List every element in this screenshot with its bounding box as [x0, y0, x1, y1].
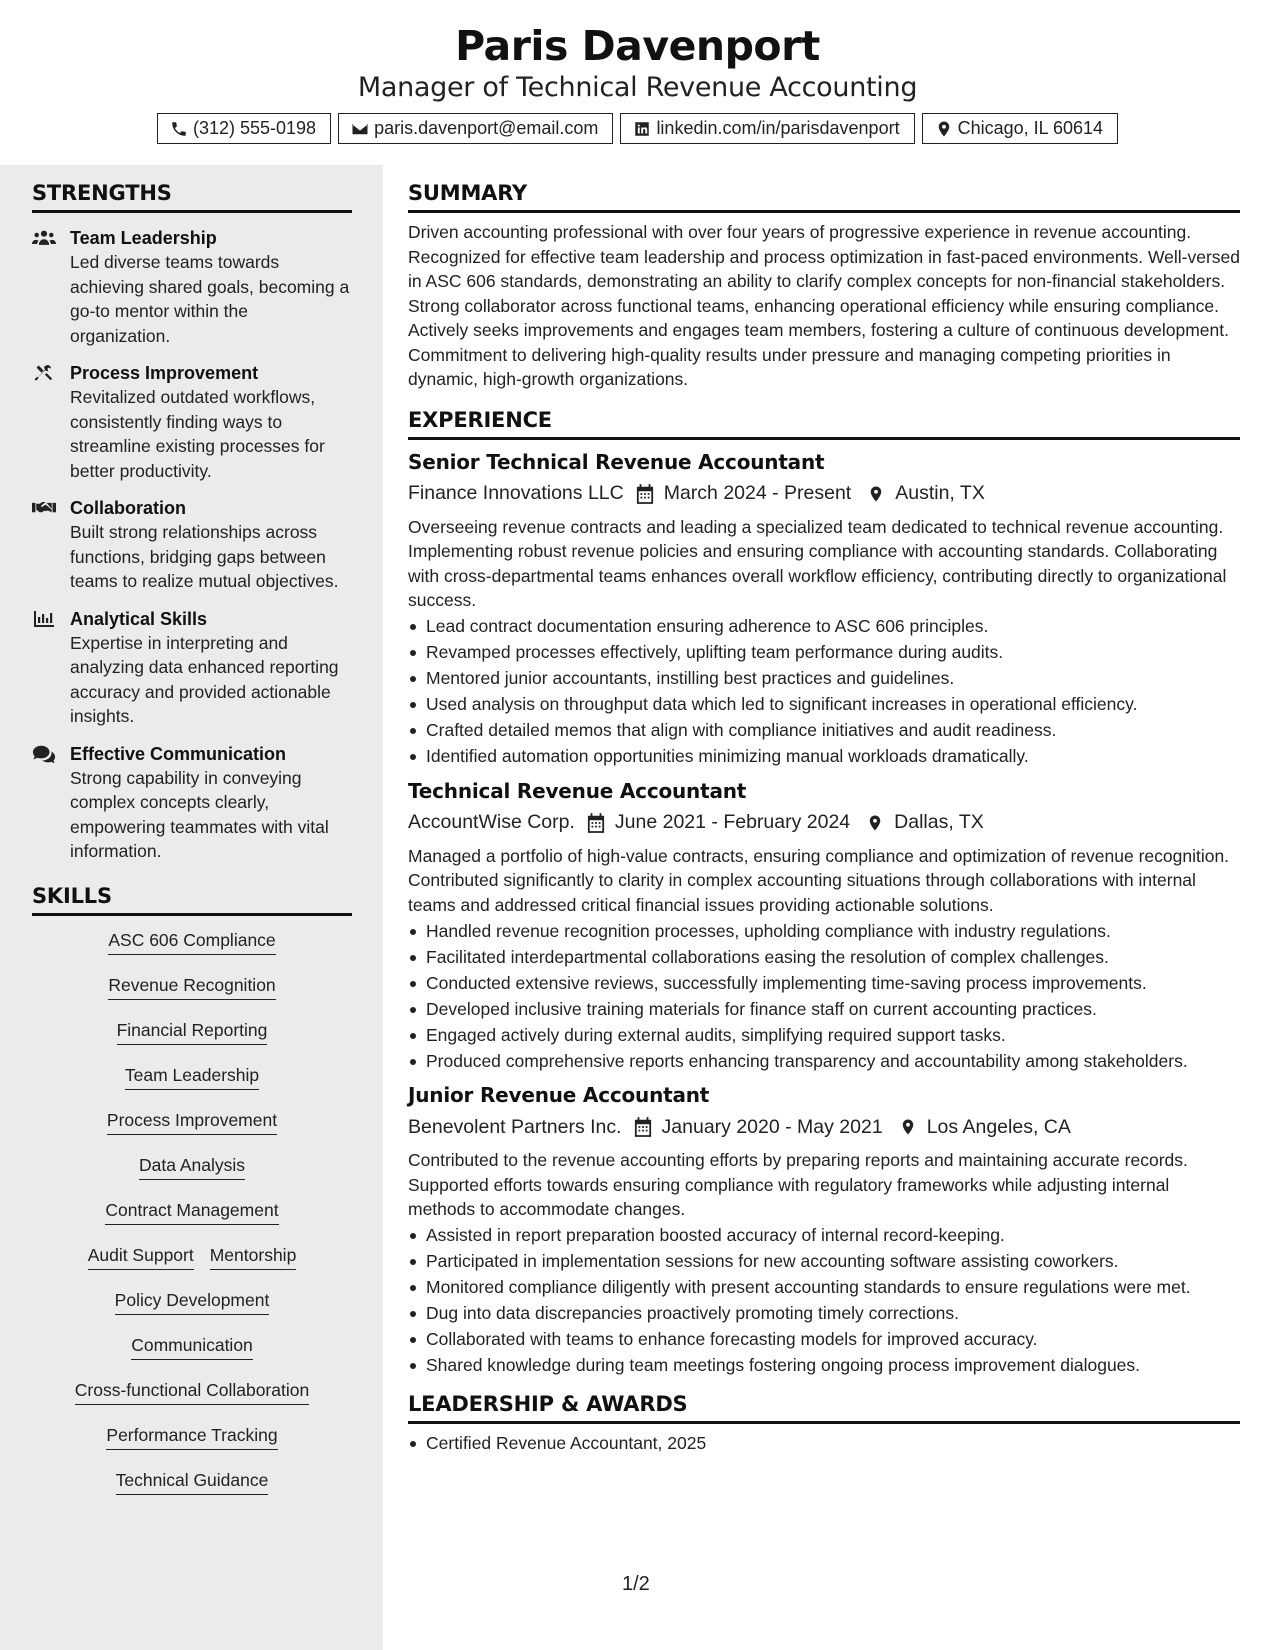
- summary-heading: SUMMARY: [408, 181, 1240, 213]
- bullet-item: Engaged actively during external audits, simplifying required support tasks.: [408, 1023, 1240, 1048]
- linkedin-icon: [633, 120, 651, 138]
- bullet-item: Crafted detailed memos that align with compliance initiatives and audit readiness.: [408, 718, 1240, 743]
- strength-desc: Led diverse teams towards achieving shared goals, becoming a go-to mentor within the organization.: [70, 252, 350, 346]
- contact-phone-text: (312) 555-0198: [192, 118, 317, 138]
- strength-item: [32, 226, 352, 348]
- candidate-title: Manager of Technical Revenue Accounting: [357, 72, 918, 103]
- resume-header: [0, 0, 1275, 165]
- job-entry: [408, 1083, 1240, 1378]
- bullet-item: Developed inclusive training materials for finance staff on current accounting practices.: [408, 997, 1240, 1022]
- strengths-heading: STRENGTHS: [32, 181, 352, 213]
- skill-tag: Communication: [131, 1331, 253, 1360]
- bullet-item: Shared knowledge during team meetings fostering ongoing process improvement dialogues.: [408, 1353, 1240, 1378]
- strength-title: Collaboration: [70, 498, 186, 518]
- job-description: Managed a portfolio of high-value contracts, ensuring compliance and optimization of revenue recognition. Contributed significantly to clarity in complex accounting situations through collaborations with internal teams and addressed critical financial issues providing actionable solutions.: [408, 845, 1230, 915]
- job-entry: [408, 779, 1240, 1074]
- bullet-item: Collaborated with teams to enhance forecasting models for improved accuracy.: [408, 1327, 1240, 1352]
- job-bullets: [408, 1223, 1240, 1378]
- skill-tag: Contract Management: [105, 1196, 278, 1225]
- experience-heading: EXPERIENCE: [408, 408, 1240, 440]
- bullet-item: Revamped processes effectively, uplifting team performance during audits.: [408, 640, 1240, 665]
- calendar-icon: [587, 813, 605, 833]
- map-pin-icon: [866, 813, 884, 833]
- job-description: Overseeing revenue contracts and leading a specialized team dedicated to technical revenue accounting. Implementing robust revenue policies and ensuring compliance with accounting standards. Collaborating with cross-departmental teams enhances overall workflow efficiency, contributing directly to organizational success.: [408, 516, 1227, 610]
- map-pin-icon: [867, 484, 885, 504]
- strength-title: Effective Communication: [70, 743, 287, 764]
- job-title: Junior Revenue Accountant: [408, 1083, 710, 1107]
- bullet-item: Assisted in report preparation boosted accuracy of internal record-keeping.: [408, 1223, 1240, 1248]
- job-location: Los Angeles, CA: [926, 1115, 1071, 1138]
- job-title: Technical Revenue Accountant: [408, 778, 747, 803]
- strength-item: [32, 361, 352, 483]
- bullet-item: Monitored compliance diligently with present accounting standards to ensure regulations were met.: [408, 1275, 1240, 1300]
- strength-item: [32, 742, 352, 864]
- skill-tag: ASC 606 Compliance: [108, 926, 275, 955]
- phone-icon: [170, 120, 188, 138]
- job-dates: January 2020 - May 2021: [661, 1115, 883, 1138]
- bullet-item: Facilitated interdepartmental collaborations easing the resolution of complex challenges.: [408, 945, 1240, 970]
- candidate-name: Paris Davenport: [455, 22, 820, 70]
- job-title: Senior Technical Revenue Accountant: [408, 449, 825, 474]
- bullet-item: Handled revenue recognition processes, upholding compliance with industry regulations.: [408, 919, 1240, 944]
- skill-tag: Technical Guidance: [116, 1466, 269, 1495]
- bullet-item: Mentored junior accountants, instilling best practices and guidelines.: [408, 666, 1240, 691]
- main-content: [408, 165, 1240, 1455]
- job-description: Contributed to the revenue accounting efforts by preparing reports and maintaining accurate records. Supported efforts towards ensuring compliance with regulatory frameworks while adjusting internal methods to accommodate changes.: [408, 1150, 1188, 1219]
- page-number: 1/2: [622, 1573, 650, 1595]
- skill-tag: Team Leadership: [125, 1061, 259, 1090]
- skill-tag: Cross-functional Collaboration: [75, 1376, 309, 1405]
- envelope-icon: [351, 120, 369, 138]
- job-meta: [408, 1114, 1240, 1140]
- strength-title: Process Improvement: [70, 363, 259, 383]
- strength-desc: Revitalized outdated workflows, consistently finding ways to streamline existing processes for better productivity.: [70, 387, 325, 481]
- job-company: AccountWise Corp.: [408, 811, 575, 833]
- contact-phone[interactable]: [157, 113, 331, 144]
- comments-icon: [32, 744, 56, 764]
- summary-text: Driven accounting professional with over four years of progressive experience in revenue accounting. Recognized for effective team leadership and process optimization in fast-paced environments. Well-versed in ASC 606 standards, demonstrating an ability to clarify complex concepts for non-financial stakeholders. Strong collaborator across functional teams, enhancing operational efficiency while ensuring compliance. Actively seeks improvements and engages team members, fostering a culture of continuous development. Commitment to delivering high-quality results under pressure and managing competing priorities in dynamic, high-growth organizations.: [408, 222, 1241, 389]
- calendar-icon: [634, 1117, 652, 1137]
- award-item: Certified Revenue Accountant, 2025: [408, 1431, 1240, 1456]
- skill-tag: Performance Tracking: [106, 1421, 277, 1450]
- handshake-icon: [32, 498, 56, 518]
- contact-linkedin[interactable]: [620, 113, 914, 144]
- awards-list: [408, 1431, 1240, 1456]
- contact-email-text: paris.davenport@email.com: [374, 118, 599, 138]
- job-meta: [408, 481, 1240, 507]
- bullet-item: Identified automation opportunities minimizing manual workloads dramatically.: [408, 744, 1240, 769]
- job-location: Austin, TX: [895, 482, 985, 504]
- awards-heading: LEADERSHIP & AWARDS: [408, 1392, 1240, 1424]
- bar-chart-icon: [32, 609, 56, 629]
- skill-tag: Audit Support: [88, 1241, 194, 1270]
- job-entry: [408, 450, 1240, 769]
- job-company: Benevolent Partners Inc.: [408, 1115, 622, 1138]
- strength-item: [32, 607, 352, 729]
- skill-tag: Data Analysis: [139, 1151, 245, 1180]
- job-meta: [408, 810, 1240, 836]
- skill-tag: Revenue Recognition: [108, 971, 275, 1000]
- strength-desc: Expertise in interpreting and analyzing data enhanced reporting accuracy and provided actionable insights.: [70, 632, 339, 726]
- bullet-item: Conducted extensive reviews, successfully implementing time-saving process improvements.: [408, 971, 1240, 996]
- strength-desc: Built strong relationships across functions, bridging gaps between teams to realize mutual objectives.: [70, 522, 339, 591]
- skill-tag: Process Improvement: [107, 1106, 277, 1135]
- strength-item: [32, 496, 352, 594]
- users-icon: [32, 228, 56, 248]
- job-location: Dallas, TX: [894, 811, 984, 833]
- contact-bar: [0, 113, 1275, 144]
- job-dates: June 2021 - February 2024: [614, 811, 851, 833]
- job-bullets: [408, 919, 1240, 1074]
- job-company: Finance Innovations LLC: [408, 482, 624, 504]
- tools-icon: [32, 363, 56, 383]
- contact-location: [922, 113, 1118, 144]
- strength-title: Team Leadership: [70, 228, 217, 248]
- skills-list: [32, 916, 352, 1511]
- sidebar: [0, 165, 383, 1650]
- contact-location-text: Chicago, IL 60614: [957, 118, 1104, 138]
- bullet-item: Participated in implementation sessions for new accounting software assisting coworkers.: [408, 1249, 1240, 1274]
- map-pin-icon: [935, 120, 953, 138]
- bullet-item: Used analysis on throughput data which led to significant increases in operational efficiency.: [408, 692, 1240, 717]
- bullet-item: Produced comprehensive reports enhancing transparency and accountability among stakeholders.: [408, 1049, 1240, 1074]
- contact-linkedin-text: linkedin.com/in/parisdavenport: [656, 118, 900, 138]
- skills-heading: SKILLS: [32, 884, 352, 916]
- strength-desc: Strong capability in conveying complex concepts clearly, empowering teammates with vital information.: [70, 767, 329, 861]
- contact-email[interactable]: [338, 113, 613, 144]
- skill-tag: Policy Development: [115, 1286, 270, 1315]
- bullet-item: Lead contract documentation ensuring adherence to ASC 606 principles.: [408, 614, 1240, 639]
- map-pin-icon: [899, 1117, 917, 1137]
- job-bullets: [408, 614, 1240, 769]
- skill-tag: Financial Reporting: [117, 1016, 268, 1045]
- strength-title: Analytical Skills: [70, 608, 208, 629]
- skill-tag: Mentorship: [210, 1241, 297, 1270]
- job-dates: March 2024 - Present: [663, 482, 852, 504]
- bullet-item: Dug into data discrepancies proactively promoting timely corrections.: [408, 1301, 1240, 1326]
- calendar-icon: [636, 484, 654, 504]
